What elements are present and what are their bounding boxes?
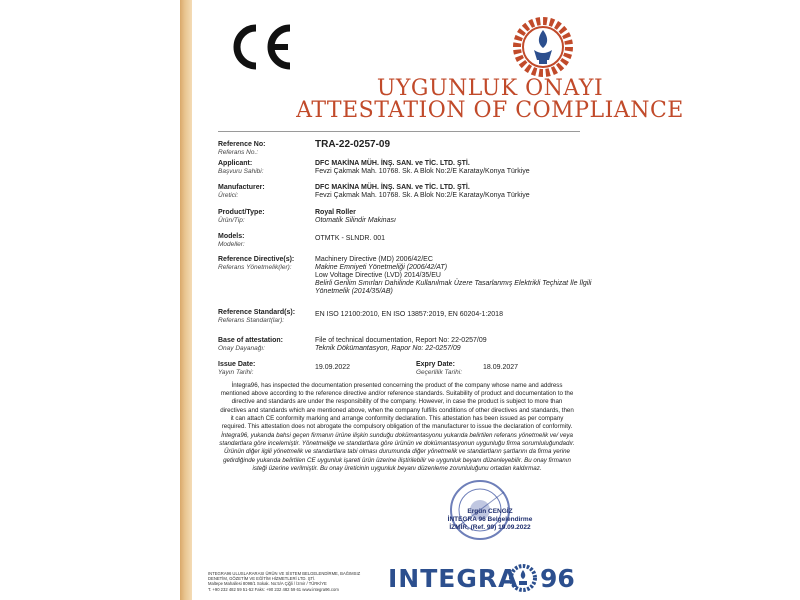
expiry-date-value: 18.09.2027 (483, 364, 519, 371)
reference-no-value: TRA-22-0257-09 (315, 139, 391, 150)
title-english: ATTESTATION OF COMPLIANCE (296, 98, 684, 123)
brand-number: 96 (540, 564, 575, 593)
brand-wordmark: INTEGRA (388, 564, 519, 593)
attestation-text-english: İntegra96, has inspected the documentation presented concerning the product of the company whose name and address mentioned above according to the reference directive and/or reference standards. Suitability of product and documentation to the directive and standards are under the responsibility of the company. However, in case the product is subject to more than directives and standards which are mentioned above, when the company fulfills conditions of other directives and standards, then it can attach CE conformity marking and arrange conformity declaration. This attestation has been issued as per company required. This attestation does not abrogate the compulsory obligation of the manufacturer to issue the declaration of conformity. (220, 382, 574, 431)
attestation-text-turkish: İntegra96, yukarıda bahsi geçen firmanın ürüne ilişkin sunduğu dokümantasyonu yukarıda belirtilen referans yönetmelik ve/ veya standartlara göre incelemiştir. Yönetmeliğe ve standartlara göre ürünün ve dokümantasyonun uygunluğu firma sorumluluğundadır. Ürünün diğer ilgili yönetmelik ve standartlara tabi olması durumunda diğer yönetmelik ve standartların şartlarını da firma yerine getirdiğinde yukarıda belirtilen CE uygunluk işareti ürün üzerine iliştirilebilir ve uygunluk beyanı düzenleyebilir. Bu onay firmanın isteği üzerine verilmiştir. Bu onay üreticinin uygunluk beyanı düzenleme zorunluluğunu ortadan kaldırmaz. (219, 432, 575, 472)
ce-mark-logo (228, 22, 298, 72)
integra-gear-logo (512, 16, 574, 78)
divider (218, 131, 580, 132)
footer-address: INTEGRA96 ULUSLARARASI ÜRÜN VE SİSTEM BELGELENDİRME, BAĞIMSIZ DENETİM, GÖZETİM VE EĞİTİM HİZMETLERİ LTD. ŞTİ. Maltepe Mahallesi 8098/1 Sokak. No:5/A Çiğli / İzmir / TÜRKİYE T. +90 232 482 59 51-52 Faks: +90 232 482 59 61 www.integra96.com (208, 571, 361, 592)
signature-block: Ergün CENGİZ İNTEGRA 96 Belgelendirme İZMİR, (Ref. 99) 19.09.2022 (447, 508, 533, 531)
side-strip (180, 0, 192, 600)
title-turkish: UYGUNLUK ONAYI (376, 76, 604, 101)
certificate-page: UYGUNLUK ONAYI ATTESTATION OF COMPLIANCE Reference No: Referans No.: TRA-22-0257-09 Applicant: Başvuru Sahibi: DFC MAKİNA MÜH. İNŞ. SAN. ve TİC. LTD. ŞTİ. Fevzi Çakmak Mah. 10768. Sk. A Blok No:2/E Karatay/Konya Türkiye Manufacturer: Üretici: DFC MAKİNA MÜH. İNŞ. SAN. ve TİC. LTD. ŞTİ. Fevzi Çakmak Mah. 10768. Sk. A Blok No:2/E Karatay/Konya Türkiye Product/Type: Ürün/Tip: Royal Roller Otomatik Silindir Makinası Models: Modeller: OTMTK - SLNDR. 001 Reference Directive(s): Referans Yönetmelik(ler): Machinery Directive (MD) 2006/42/EC Makine Emniyeti Yönetmeliği (2006/42/AT) Low Voltage Directive (LVD) 2014/35/EU Belirli Gerilim Sınırları Dahilinde Kullanılmak Üzere Tasarlanmış Elektrikli Teçhizat İle İlgili Yönetmelik (2014/35/AB) Reference Standard(s): Referans Standart(lar): EN ISO 12100:2010, EN ISO 13857:2019, EN 60204-1:2018 Base of attestation: Onay Dayanağı: File of technical documentation, Report No: 22-0257/09 Teknik Dökümantasyon, Rapor No: 22-0257/09 Issue Date: Yayın Tarihi: 19.09.2022 Expry Date: Geçerlilik Tarihi: 18.09.2027 İntegra96, has inspected the documentation presented concerning the product of the company whose name and address mentioned above according to the reference directive and/or reference standards. Suitability of product and documentation to the directive and standards are under the responsibility of the company. However, in case the product is subject to more than directives and standards which are mentioned above, when the company fulfills conditions of other directives and standards, then it can attach CE conformity marking and arrange conformity declaration. This attestation has been issued as per company required. This attestation does not abrogate the compulsory obligation of the manufacturer to issue the declaration of conformity. İntegra96, yukarıda bahsi geçen firmanın ürüne ilişkin sunduğu dokümantasyonu yukarıda belirtilen referans yönetmelik ve/ veya standartlara göre incelemiştir. Yönetmeliğe ve standartlara göre ürünün ve dokümantasyonun uygunluğu firma sorumluluğundadır. Ürünün diğer ilgili yönetmelik ve standartlara tabi olması durumunda diğer yönetmelik ve standartların şartlarını da firma yerine getirdiğinde yukarıda belirtilen CE uygunluk işareti ürün üzerine iliştirilebilir ve uygunluk beyanı düzenleyebilir. Bu onay firmanın isteği üzerine verilmiştir. Bu onay üreticinin uygunluk beyanı düzenleme zorunluluğunu ortadan kaldırmaz. Ergün CENGİZ İNTEGRA 96 Belgelendirme İZMİR, (Ref. 99) 19.09.2022 INTEGRA96 ULUSLARARASI ÜRÜN VE SİSTEM BELGELENDİRME, BAĞIMSIZ DENETİM, GÖZETİM VE EĞİTİM HİZMETLERİ LTD. ŞTİ. Maltepe Mahallesi 8098/1 Sokak. No:5/A Çiğli / İzmir / TÜRKİYE T. +90 232 482 59 51-52 Faks: +90 232 482 59 61 www.integra96.com INTEGRA 96 (0, 0, 800, 600)
brand-gear-icon (508, 563, 538, 593)
issue-date-value: 19.09.2022 (315, 364, 351, 371)
